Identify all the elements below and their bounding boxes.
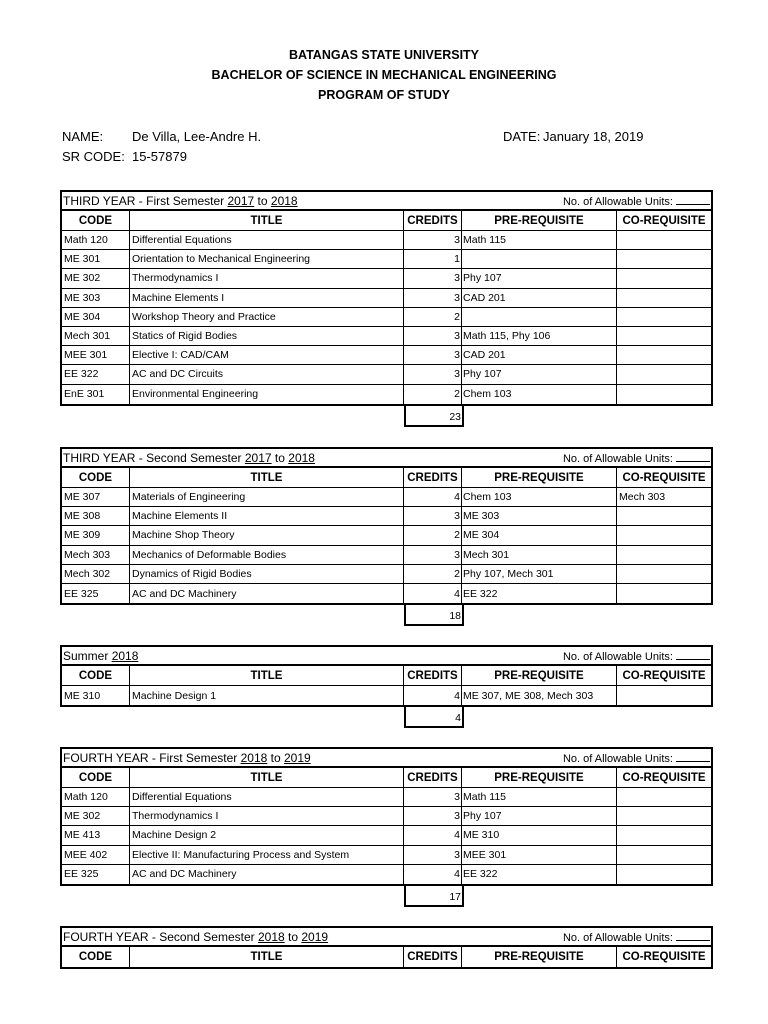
column-header-credits: CREDITS	[404, 666, 462, 685]
course-prereq-cell: Chem 103	[462, 385, 617, 404]
semester-block	[60, 926, 713, 969]
column-header-code: CODE	[62, 947, 130, 967]
course-coreq-cell	[617, 686, 711, 705]
course-title-cell: Elective II: Manufacturing Process and System	[130, 846, 404, 864]
course-row	[62, 385, 711, 404]
sr-code-value: 15-57879	[132, 149, 187, 164]
course-table	[60, 447, 713, 605]
course-code-cell: ME 302	[62, 269, 130, 287]
course-row	[62, 231, 711, 250]
course-credits-cell: 4	[404, 865, 462, 884]
course-title-cell: Environmental Engineering	[130, 385, 404, 404]
course-prereq-cell: ME 307, ME 308, Mech 303	[462, 686, 617, 705]
course-title-cell: Differential Equations	[130, 788, 404, 806]
course-coreq-cell: Mech 303	[619, 491, 666, 504]
course-prereq-cell: Math 115	[462, 788, 617, 806]
column-header-prereq: PRE-REQUISITE	[462, 211, 617, 230]
column-header-prereq: PRE-REQUISITE	[462, 768, 617, 787]
allowable-units-label: No. of Allowable Units:	[562, 931, 673, 944]
column-header-code: CODE	[62, 768, 130, 787]
course-prereq-cell: Math 115, Phy 106	[462, 327, 617, 345]
semester-title	[63, 451, 315, 465]
semester-title-row	[62, 449, 711, 468]
course-coreq-cell	[617, 250, 711, 268]
course-credits-cell: 3	[404, 807, 462, 825]
year-from: 2018	[240, 750, 268, 765]
course-coreq-cell	[617, 565, 711, 583]
semester-label: FOURTH YEAR - First Semester	[63, 750, 238, 765]
course-prereq-cell	[462, 250, 617, 268]
course-code-cell: ME 304	[62, 308, 130, 326]
course-title-cell: AC and DC Machinery	[130, 865, 404, 884]
course-title-cell: Mechanics of Deformable Bodies	[130, 546, 404, 564]
program-name: BACHELOR OF SCIENCE IN MECHANICAL ENGINEERING	[211, 68, 557, 82]
course-row	[62, 546, 711, 565]
course-row	[62, 346, 711, 365]
year-from: 2017	[244, 450, 272, 465]
year-from: 2018	[257, 929, 285, 944]
course-row	[62, 289, 711, 308]
total-credits: 18	[404, 605, 464, 626]
course-row	[62, 584, 711, 603]
column-header-row	[62, 211, 711, 231]
column-header-coreq: CO-REQUISITE	[622, 669, 706, 682]
semester-title	[63, 930, 328, 944]
course-credits-cell: 3	[404, 269, 462, 287]
course-code-cell: ME 301	[62, 250, 130, 268]
semester-title-row	[62, 647, 711, 666]
course-code-cell: EE 325	[62, 584, 130, 603]
allowable-units-label: No. of Allowable Units:	[562, 452, 673, 465]
semester-label: THIRD YEAR - Second Semester	[63, 450, 242, 465]
course-row	[62, 686, 711, 705]
course-code-cell: Mech 302	[62, 565, 130, 583]
course-prereq-cell: Math 115	[462, 231, 617, 249]
course-row	[62, 846, 711, 865]
semester-label: THIRD YEAR - First Semester	[63, 193, 225, 208]
course-code-cell: MEE 402	[62, 846, 130, 864]
course-title-cell: Machine Elements II	[130, 507, 404, 525]
course-title-cell: Machine Design 1	[130, 686, 404, 705]
semester-label: Summer	[63, 648, 109, 663]
column-header-coreq: CO-REQUISITE	[622, 471, 706, 484]
course-title-cell: Thermodynamics I	[130, 807, 404, 825]
course-coreq-cell	[617, 269, 711, 287]
course-code-cell: EE 322	[62, 365, 130, 383]
course-code-cell: Math 120	[62, 788, 130, 806]
course-coreq-cell	[617, 289, 711, 307]
course-coreq-cell	[617, 807, 711, 825]
course-prereq-cell: CAD 201	[462, 289, 617, 307]
year-to: 2018	[270, 193, 298, 208]
column-header-prereq: PRE-REQUISITE	[462, 468, 617, 487]
course-title-cell: Materials of Engineering	[130, 488, 404, 506]
course-title-cell: Machine Design 2	[130, 826, 404, 844]
allowable-units-label: No. of Allowable Units:	[562, 650, 673, 663]
course-code-cell: MEE 301	[62, 346, 130, 364]
course-row	[62, 327, 711, 346]
year-to: 2018	[288, 450, 315, 465]
column-header-credits: CREDITS	[404, 468, 462, 487]
course-row	[62, 826, 711, 845]
course-prereq-cell: EE 322	[462, 584, 617, 603]
course-coreq-cell	[617, 526, 711, 544]
total-credits: 23	[404, 406, 464, 427]
course-table	[60, 645, 713, 707]
course-code-cell: ME 303	[62, 289, 130, 307]
course-coreq-cell	[617, 308, 711, 326]
column-header-credits: CREDITS	[404, 947, 462, 967]
course-prereq-cell: ME 304	[462, 526, 617, 544]
course-code-cell: Math 120	[62, 231, 130, 249]
name-label: NAME:	[62, 129, 104, 144]
course-prereq-cell: Phy 107	[462, 269, 617, 287]
semester-title	[63, 194, 298, 208]
column-header-row	[62, 768, 711, 788]
allowable-units-blank	[676, 751, 710, 762]
course-credits-cell: 4	[404, 826, 462, 844]
course-table	[60, 190, 713, 406]
semester-title	[63, 751, 311, 765]
course-row	[62, 526, 711, 545]
course-credits-cell: 2	[404, 565, 462, 583]
course-title-cell: Workshop Theory and Practice	[130, 308, 404, 326]
course-coreq-cell	[617, 865, 711, 884]
allowable-units-blank	[676, 649, 710, 660]
total-credits: 17	[404, 886, 464, 907]
course-row	[62, 269, 711, 288]
course-table	[60, 926, 713, 969]
course-coreq-cell	[617, 846, 711, 864]
course-coreq-cell	[617, 507, 711, 525]
course-coreq-cell	[617, 546, 711, 564]
course-credits-cell: 3	[404, 507, 462, 525]
course-prereq-cell: ME 310	[462, 826, 617, 844]
course-title-cell: AC and DC Circuits	[130, 365, 404, 383]
year-from: 2018	[111, 648, 139, 663]
semester-block	[60, 447, 713, 626]
course-prereq-cell: MEE 301	[462, 846, 617, 864]
course-code-cell: ME 310	[62, 686, 130, 705]
column-header-credits: CREDITS	[404, 211, 462, 230]
document-title: PROGRAM OF STUDY	[318, 88, 450, 102]
course-row	[62, 807, 711, 826]
column-header-prereq: PRE-REQUISITE	[462, 666, 617, 685]
course-coreq-cell	[617, 365, 711, 383]
semester-block	[60, 190, 713, 427]
sr-code-label: SR CODE:	[62, 149, 125, 164]
semester-block	[60, 645, 713, 728]
course-title-cell: Elective I: CAD/CAM	[130, 346, 404, 364]
column-header-code: CODE	[62, 468, 130, 487]
course-prereq-cell: EE 322	[462, 865, 617, 884]
course-credits-cell: 2	[404, 385, 462, 404]
course-code-cell: EE 325	[62, 865, 130, 884]
semester-title-row	[62, 749, 711, 768]
course-prereq-cell	[462, 308, 617, 326]
course-credits-cell: 3	[404, 346, 462, 364]
course-coreq-cell	[617, 584, 711, 603]
course-prereq-cell: Chem 103	[462, 488, 617, 506]
allowable-units	[563, 451, 710, 465]
course-row	[62, 565, 711, 584]
total-credits: 4	[404, 707, 464, 728]
course-credits-cell: 2	[404, 308, 462, 326]
student-name: De Villa, Lee-Andre H.	[132, 129, 262, 144]
allowable-units-blank	[676, 930, 710, 941]
course-prereq-cell: Phy 107	[462, 365, 617, 383]
year-connector: to	[274, 450, 285, 465]
course-title-cell: Differential Equations	[130, 231, 404, 249]
course-credits-cell: 2	[404, 526, 462, 544]
course-credits-cell: 4	[404, 584, 462, 603]
column-header-title: TITLE	[130, 666, 404, 685]
date-label: DATE:	[503, 129, 541, 144]
course-row	[62, 365, 711, 384]
allowable-units	[563, 649, 710, 663]
course-code-cell: ME 308	[62, 507, 130, 525]
course-credits-cell: 4	[404, 686, 462, 705]
course-prereq-cell: ME 303	[462, 507, 617, 525]
column-header-row	[62, 468, 711, 488]
course-credits-cell: 3	[404, 289, 462, 307]
course-row	[62, 865, 711, 884]
allowable-units-blank	[676, 194, 710, 205]
column-header-credits: CREDITS	[404, 768, 462, 787]
course-code-cell: ME 302	[62, 807, 130, 825]
course-title-cell: Statics of Rigid Bodies	[130, 327, 404, 345]
column-header-title: TITLE	[130, 768, 404, 787]
course-code-cell: Mech 303	[62, 546, 130, 564]
course-credits-cell: 3	[404, 788, 462, 806]
column-header-title: TITLE	[130, 947, 404, 967]
course-credits-cell: 4	[404, 488, 462, 506]
course-title-cell: Machine Shop Theory	[130, 526, 404, 544]
course-title-cell: Machine Elements I	[130, 289, 404, 307]
course-prereq-cell: CAD 201	[462, 346, 617, 364]
date-value: January 18, 2019	[543, 129, 644, 144]
year-connector: to	[270, 750, 281, 765]
year-from: 2017	[227, 193, 255, 208]
course-coreq-cell	[617, 346, 711, 364]
course-row	[62, 308, 711, 327]
semester-title-row	[62, 928, 711, 947]
course-prereq-cell: Phy 107, Mech 301	[462, 565, 617, 583]
column-header-coreq: CO-REQUISITE	[622, 214, 706, 227]
course-row	[62, 788, 711, 807]
column-header-coreq: CO-REQUISITE	[622, 951, 706, 963]
allowable-units	[563, 930, 710, 944]
course-prereq-cell: Phy 107	[462, 807, 617, 825]
column-header-row	[62, 947, 711, 967]
course-credits-cell: 3	[404, 846, 462, 864]
column-header-code: CODE	[62, 666, 130, 685]
course-credits-cell: 3	[404, 231, 462, 249]
course-row	[62, 250, 711, 269]
column-header-prereq: PRE-REQUISITE	[462, 947, 617, 967]
allowable-units-label: No. of Allowable Units:	[562, 752, 673, 765]
year-connector: to	[288, 929, 299, 944]
course-code-cell: Mech 301	[62, 327, 130, 345]
course-credits-cell: 3	[404, 327, 462, 345]
semester-label: FOURTH YEAR - Second Semester	[63, 929, 255, 944]
allowable-units-blank	[676, 451, 710, 462]
university-name: BATANGAS STATE UNIVERSITY	[288, 48, 480, 62]
course-prereq-cell: Mech 301	[462, 546, 617, 564]
year-connector: to	[257, 193, 268, 208]
year-to: 2019	[301, 929, 329, 944]
course-row	[62, 488, 711, 507]
course-coreq-cell	[617, 826, 711, 844]
course-title-cell: Orientation to Mechanical Engineering	[130, 250, 404, 268]
column-header-row	[62, 666, 711, 686]
column-header-code: CODE	[62, 211, 130, 230]
course-title-cell: Thermodynamics I	[130, 269, 404, 287]
course-coreq-cell	[617, 231, 711, 249]
year-to: 2019	[284, 750, 311, 765]
course-row	[62, 507, 711, 526]
allowable-units	[563, 751, 710, 765]
semester-title-row	[62, 192, 711, 211]
course-code-cell: ME 413	[62, 826, 130, 844]
column-header-title: TITLE	[130, 211, 404, 230]
course-coreq-cell	[617, 327, 711, 345]
column-header-coreq: CO-REQUISITE	[622, 771, 706, 784]
column-header-title: TITLE	[130, 468, 404, 487]
semester-title	[63, 649, 138, 663]
course-title-cell: AC and DC Machinery	[130, 584, 404, 603]
course-title-cell: Dynamics of Rigid Bodies	[130, 565, 404, 583]
semester-block	[60, 747, 713, 907]
course-code-cell: ME 309	[62, 526, 130, 544]
course-credits-cell: 1	[404, 250, 462, 268]
course-credits-cell: 3	[404, 365, 462, 383]
course-credits-cell: 3	[404, 546, 462, 564]
allowable-units	[563, 194, 710, 208]
course-code-cell: ME 307	[62, 488, 130, 506]
course-coreq-cell	[617, 385, 711, 404]
course-code-cell: EnE 301	[62, 385, 130, 404]
allowable-units-label: No. of Allowable Units:	[562, 195, 673, 208]
course-coreq-cell	[617, 788, 711, 806]
course-table	[60, 747, 713, 886]
